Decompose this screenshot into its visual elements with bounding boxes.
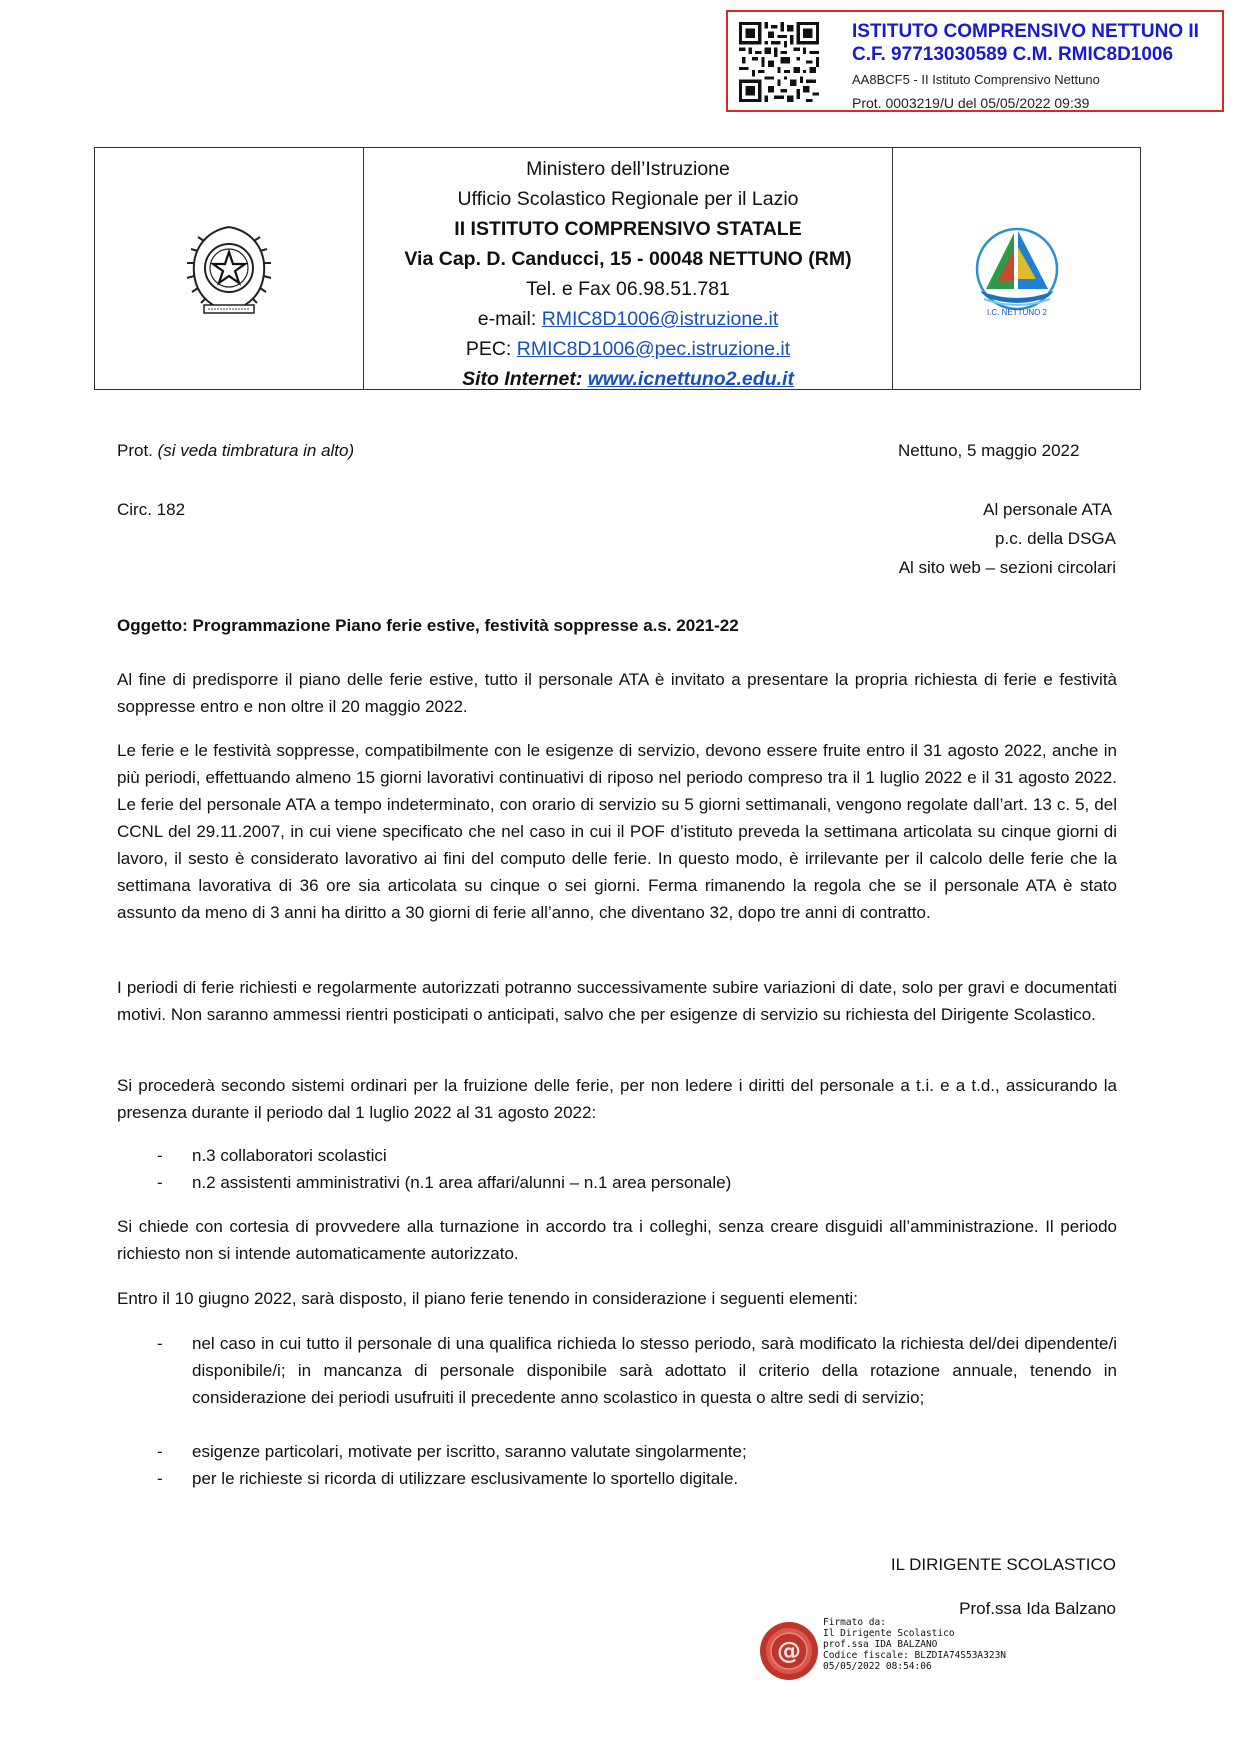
list-item xyxy=(117,1465,1117,1492)
stamp-aoo: AA8BCF5 - II Istituto Comprensivo Nettuno xyxy=(852,72,1100,87)
italian-republic-emblem-icon xyxy=(182,221,276,317)
qr-code-icon xyxy=(739,22,819,102)
website-line xyxy=(364,364,892,394)
signer-tax-code: Codice fiscale: BLZDIA74S53A323N xyxy=(823,1650,1007,1661)
list-item xyxy=(117,1169,1117,1196)
place-date: Nettuno, 5 maggio 2022 xyxy=(898,441,1080,460)
criteria-item-digital-desk: per le richieste si ricorda di utilizzare esclusivamente lo sportello digitale. xyxy=(192,1469,739,1488)
recipient-ata: Al personale ATA xyxy=(983,500,1112,519)
pec-line xyxy=(364,334,892,364)
paragraph-vacation-rules: Le ferie e le festività soppresse, compatibilmente con le esigenze di servizio, devono essere fruite entro il 31 agosto 2022, anche in più periodi, effettuando almeno 15 giorni lavorativi continuativi di riposo nel periodo compreso tra il 1 luglio 2022 e il 31 agosto 2022. Le ferie del personale ATA a tempo indeterminato, con orario di servizio su 5 giorni settimanali, vengono regolate dall’art. 13 c. 5, del CCNL del 29.11.2007, in cui viene specificato che nel caso in cui il POF d’istituto preveda la settimana articolata su cinque giorni di lavoro, il sesto è considerato lavorativo ai fini del computo delle ferie. In questo modo, è irrilevante per il calcolo delle ferie che la settimana lavorativa di 36 ore sia articolata su cinque o sei giorni. Ferma rimanendo la regola che se il personale ATA è stato assunto da meno di 3 anni ha diritto a 30 giorni di ferie all’anno, che diventano 32, dopo tre anni di contratto. xyxy=(117,741,1117,922)
paragraph-turnover: Si chiede con cortesia di provvedere alla turnazione in accordo tra i colleghi, senza creare disguidi all’amministrazione. Il periodo richiesto non si intende automaticamente autorizzato. xyxy=(117,1217,1117,1263)
list-item xyxy=(117,1142,1117,1169)
letterhead-table xyxy=(94,147,1141,390)
letterhead-center-cell xyxy=(364,148,893,389)
signer-role: Il Dirigente Scolastico xyxy=(823,1628,955,1639)
recipient-dsga: p.c. della DSGA xyxy=(995,529,1116,548)
school-address: Via Cap. D. Canducci, 15 - 00048 NETTUNO (RM) xyxy=(404,248,852,270)
paragraph-procedure: Si procederà secondo sistemi ordinari per la fruizione delle ferie, per non ledere i diritti del personale a t.i. e a t.d., assicurando la presenza durante il periodo dal 1 luglio 2022 al 31 agosto 2022: xyxy=(117,1076,1117,1122)
criteria-item-particular-needs: esigenze particolari, motivate per iscritto, saranno valutate singolarmente; xyxy=(192,1442,747,1461)
ministry-name: Ministero dell’Istruzione xyxy=(526,158,730,180)
stamp-protocol-number: Prot. 0003219/U del 05/05/2022 09:39 xyxy=(852,95,1090,111)
letterhead-left-cell xyxy=(95,148,364,389)
circular-number: Circ. 182 xyxy=(117,500,186,519)
bullet-dash: - xyxy=(157,1146,163,1165)
school-logo-caption: I.C. NETTUNO 2 xyxy=(986,307,1047,317)
staff-item-collaborators: n.3 collaboratori scolastici xyxy=(192,1146,387,1165)
school-name: II ISTITUTO COMPRENSIVO STATALE xyxy=(454,218,802,240)
signature-timestamp: 05/05/2022 08:54:06 xyxy=(823,1661,932,1672)
protocol-label: Prot. xyxy=(117,441,158,460)
list-item xyxy=(117,1438,1117,1465)
protocol-reference xyxy=(117,437,354,464)
pec-label: PEC: xyxy=(465,338,517,360)
regional-office-name: Ufficio Scolastico Regionale per il Lazio xyxy=(457,188,799,210)
protocol-stamp xyxy=(726,10,1224,112)
stamp-institute-name: ISTITUTO COMPRENSIVO NETTUNO II xyxy=(852,21,1199,42)
signer-name: prof.ssa IDA BALZANO xyxy=(823,1639,938,1650)
email-label: e-mail: xyxy=(477,308,542,330)
paragraph-variations: I periodi di ferie richiesti e regolarmente autorizzati potranno successivamente subire variazioni di date, solo per gravi e documentati motivi. Non saranno ammessi rientri posticipati o anticipati, salvo che per esigenze di servizio su richiesta del Dirigente Scolastico. xyxy=(117,978,1117,1024)
website-label: Sito Internet: xyxy=(462,368,588,390)
paragraph-request-deadline: Al fine di predisporre il piano delle ferie estive, tutto il personale ATA è invitato a presentare la propria richiesta di ferie e festività soppresse entro e non oltre il 20 maggio 2022. xyxy=(117,670,1117,716)
email-line xyxy=(364,304,892,334)
school-phone: Tel. e Fax 06.98.51.781 xyxy=(526,278,730,300)
digital-signature-details xyxy=(823,1617,1006,1672)
bullet-dash: - xyxy=(157,1469,163,1488)
pec-link[interactable]: RMIC8D1006@pec.istruzione.it xyxy=(516,338,791,360)
website-link[interactable]: www.icnettuno2.edu.it xyxy=(587,368,794,390)
protocol-note: (si veda timbratura in alto) xyxy=(157,441,355,460)
signature-role: IL DIRIGENTE SCOLASTICO xyxy=(890,1555,1116,1574)
paragraph-plan-date: Entro il 10 giugno 2022, sarà disposto, il piano ferie tenendo in considerazione i seguenti elementi: xyxy=(117,1289,858,1308)
criteria-item-same-period: nel caso in cui tutto il personale di una qualifica richieda lo stesso periodo, sarà modificato la richiesta del/dei dipendente/i disponibile/i; in mancanza di personale disponibile sarà adottato il criterio della rotazione annuale, tenendo in considerazione dei periodi usufruiti il precedente anno scolastico in questa o altre sedi di servizio; xyxy=(192,1334,1117,1407)
bullet-dash: - xyxy=(157,1442,163,1461)
school-sailboat-logo-icon xyxy=(962,219,1072,319)
email-link[interactable]: RMIC8D1006@istruzione.it xyxy=(541,308,779,330)
signed-by-label: Firmato da: xyxy=(823,1617,886,1628)
list-item xyxy=(117,1330,1117,1411)
letterhead-right-cell xyxy=(893,148,1140,389)
subject-line: Oggetto: Programmazione Piano ferie estive, festività soppresse a.s. 2021-22 xyxy=(117,616,739,635)
svg-text:@: @ xyxy=(777,1637,801,1665)
bullet-dash: - xyxy=(157,1334,163,1353)
digital-signature-seal-icon xyxy=(758,1620,820,1682)
signature-name: Prof.ssa Ida Balzano xyxy=(959,1599,1116,1618)
recipient-website: Al sito web – sezioni circolari xyxy=(898,558,1116,577)
bullet-dash: - xyxy=(157,1173,163,1192)
stamp-codes: C.F. 97713030589 C.M. RMIC8D1006 xyxy=(852,44,1174,65)
staff-item-administrative: n.2 assistenti amministrativi (n.1 area affari/alunni – n.1 area personale) xyxy=(192,1173,732,1192)
